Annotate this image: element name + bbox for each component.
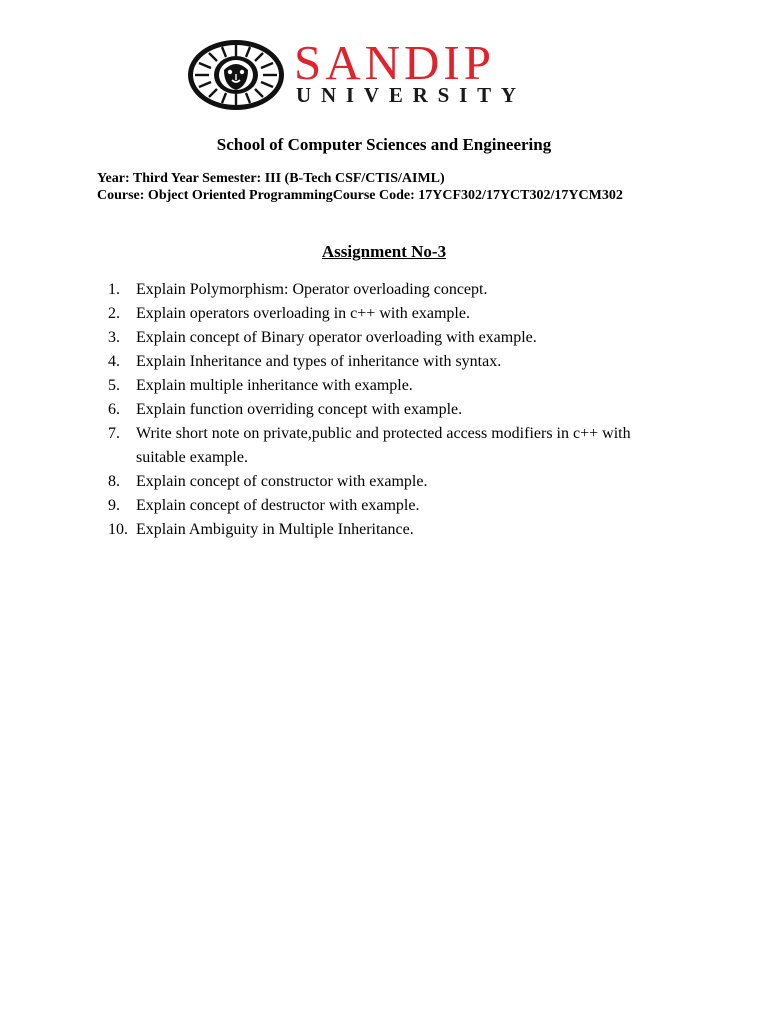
question-text: Explain concept of Binary operator overloading with example. <box>136 329 537 346</box>
question-item <box>108 494 668 518</box>
question-text: Explain operators overloading in c++ with example. <box>136 305 470 322</box>
question-text: Explain Polymorphism: Operator overloading concept. <box>136 281 488 298</box>
question-number: 4. <box>108 353 120 370</box>
question-item <box>108 326 668 350</box>
question-item <box>108 350 668 374</box>
question-number: 3. <box>108 329 120 346</box>
question-number: 9. <box>108 497 120 514</box>
question-text: Explain Inheritance and types of inheritance with syntax. <box>136 353 502 370</box>
year-semester-line: Year: Third Year Semester: III (B-Tech CSF/CTIS/AIML) <box>97 171 445 186</box>
question-number: 2. <box>108 305 120 322</box>
question-number: 5. <box>108 377 120 394</box>
question-text: Write short note on private,public and protected access modifiers in c++ with suitable example. <box>136 425 631 466</box>
question-number: 1. <box>108 281 120 298</box>
question-text: Explain function overriding concept with example. <box>136 401 463 418</box>
assignment-title: Assignment No-3 <box>321 242 447 261</box>
question-text: Explain concept of destructor with example. <box>136 497 420 514</box>
question-number: 7. <box>108 425 120 442</box>
question-item <box>108 302 668 326</box>
question-text: Explain Ambiguity in Multiple Inheritance. <box>136 521 414 538</box>
question-item <box>108 374 668 398</box>
question-list <box>108 278 668 542</box>
university-logo <box>186 35 566 112</box>
school-heading: School of Computer Sciences and Engineering <box>216 135 552 154</box>
brand-name: SANDIP <box>294 35 495 90</box>
brand-subtitle: UNIVERSITY <box>296 83 526 107</box>
question-text: Explain multiple inheritance with example. <box>136 377 413 394</box>
lion-emblem-icon <box>186 38 286 112</box>
question-item <box>108 518 668 542</box>
question-item <box>108 422 668 470</box>
question-text: Explain concept of constructor with example. <box>136 473 428 490</box>
question-item <box>108 398 668 422</box>
logo-wordmark <box>294 35 564 112</box>
course-line: Course: Object Oriented ProgrammingCourse Code: 17YCF302/17YCT302/17YCM302 <box>97 188 623 203</box>
question-item <box>108 278 668 302</box>
question-number: 6. <box>108 401 120 418</box>
question-number: 10. <box>108 521 128 538</box>
question-item <box>108 470 668 494</box>
question-number: 8. <box>108 473 120 490</box>
